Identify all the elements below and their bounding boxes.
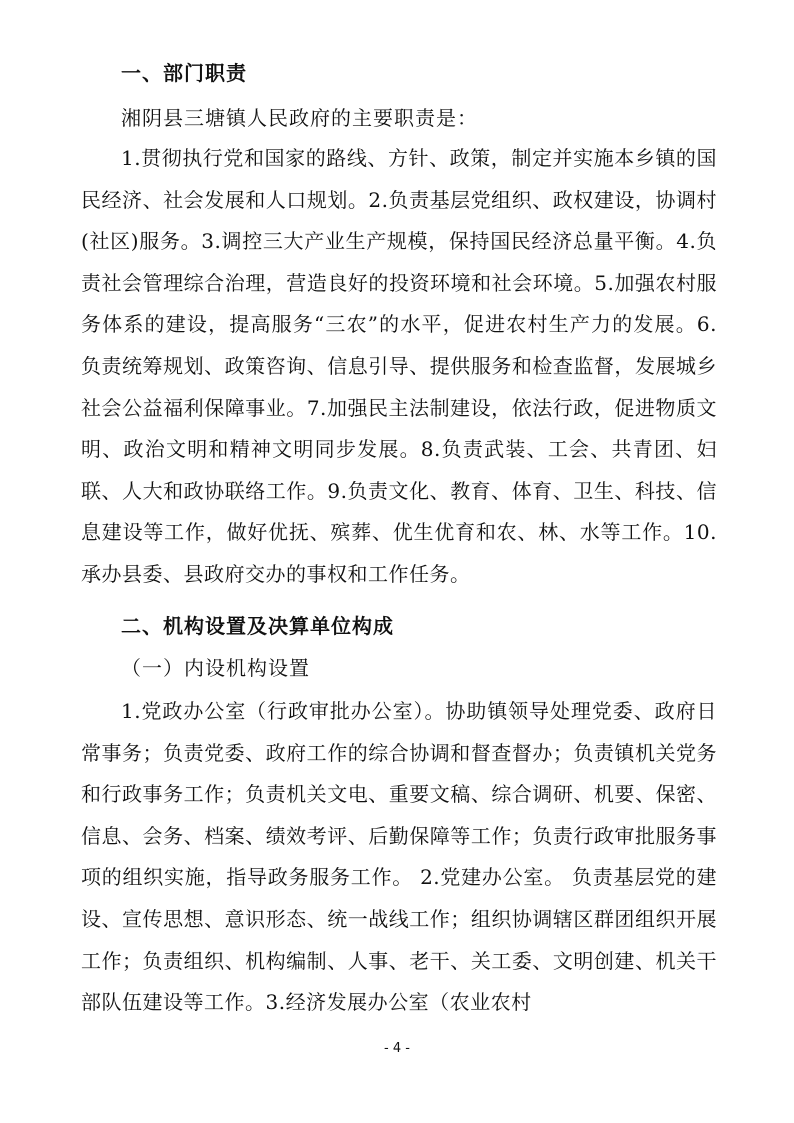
section-heading-organization: 二、机构设置及决算单位构成: [121, 614, 394, 638]
subsection-heading-internal-units: （一）内设机构设置: [121, 656, 310, 680]
intro-line: 湘阴县三塘镇人民政府的主要职责是：: [121, 106, 478, 130]
responsibilities-paragraph: 1.贯彻执行党和国家的路线、方针、政策，制定并实施本乡镇的国民经济、社会发展和人口规划。2.负责基层党组织、政权建设，协调村(社区)服务。3.调控三大产业生产规模，保持国民经济总量平衡。4.负责社会管理综合治理，营造良好的投资环境和社会环境。5.加强农村服务体系的建设，提高服务“三农”的水平，促进农村生产力的发展。6.负责统筹规划、政策咨询、信息引导、提供服务和检查监督，发展城乡社会公益福利保障事业。7.加强民主法制建设，依法行政，促进物质文明、政治文明和精神文明同步发展。8.负责武装、工会、共青团、妇联、人大和政协联络工作。9.负责文化、教育、体育、卫生、科技、信息建设等工作，做好优抚、殡葬、优生优育和农、林、水等工作。10.承办县委、县政府交办的事权和工作任务。: [81, 146, 717, 586]
section-heading-responsibilities: 一、部门职责: [121, 61, 247, 85]
internal-units-paragraph: 1.党政办公室（行政审批办公室）。协助镇领导处理党委、政府日常事务；负责党委、政府工作的综合协调和督查督办；负责镇机关党务和行政事务工作；负责机关文电、重要文稿、综合调研、机要、保密、信息、会务、档案、绩效考评、后勤保障等工作；负责行政审批服务事项的组织实施，指导政务服务工作。 2.党建办公室。 负责基层党的建设、宣传思想、意识形态、统一战线工作；组织协调辖区群团组织开展工作；负责组织、机构编制、人事、老干、关工委、文明创建、机关干部队伍建设等工作。3.经济发展办公室（农业农村: [81, 699, 717, 1015]
page-number: - 4 -: [384, 1041, 410, 1056]
